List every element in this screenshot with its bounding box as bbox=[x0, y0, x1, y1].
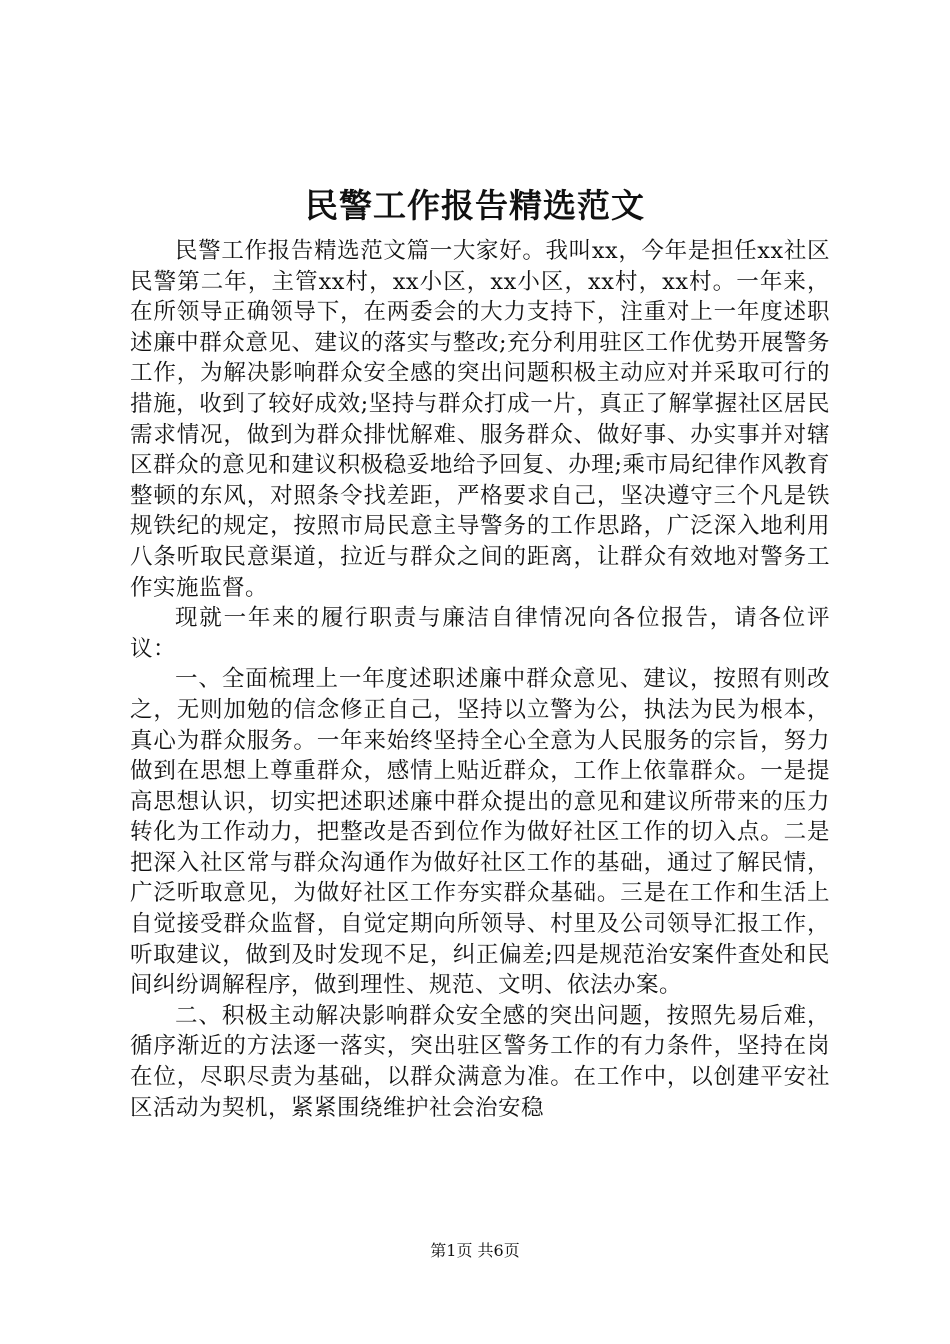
paragraph-1: 民警工作报告精选范文篇一大家好。我叫xx，今年是担任xx社区民警第二年，主管xx村，xx小区，xx小区，xx村，xx村。一年来，在所领导正确领导下，在两委会的大力支持下，注重对上一年度述职述廉中群众意见、建议的落实与整改;充分利用驻区工作优势开展警务工作，为解决影响群众安全感的突出问题积极主动应对并采取可行的措施，收到了较好成效;坚持与群众打成一片，真正了解掌握社区居民需求情况，做到为群众排忧解难、服务群众、做好事、办实事并对辖区群众的意见和建议积极稳妥地给予回复、办理;乘市局纪律作风教育整顿的东风，对照条令找差距，严格要求自己，坚决遵守三个凡是铁规铁纪的规定，按照市局民意主导警务的工作思路，广泛深入地利用八条听取民意渠道，拉近与群众之间的距离，让群众有效地对警务工作实施监督。 bbox=[130, 238, 830, 601]
page-number: 第1页 共6页 bbox=[430, 1241, 520, 1260]
document-title: 民警工作报告精选范文 bbox=[305, 186, 645, 225]
paragraph-3: 一、全面梳理上一年度述职述廉中群众意见、建议，按照有则改之，无则加勉的信念修正自己，坚持以立警为公，执法为民为根本，真心为群众服务。一年来始终坚持全心全意为人民服务的宗旨，努力做到在思想上尊重群众，感情上贴近群众，工作上依靠群众。一是提高思想认识，切实把述职述廉中群众提出的意见和建议所带来的压力转化为工作动力，把整改是否到位作为做好社区工作的切入点。二是把深入社区常与群众沟通作为做好社区工作的基础，通过了解民情，广泛听取意见，为做好社区工作夯实群众基础。三是在工作和生活上自觉接受群众监督，自觉定期向所领导、村里及公司领导汇报工作，听取建议，做到及时发现不足，纠正偏差;四是规范治安案件查处和民间纠纷调解程序，做到理性、规范、文明、依法办案。 bbox=[130, 666, 830, 999]
document-body bbox=[130, 236, 830, 1123]
paragraph-2: 现就一年来的履行职责与廉洁自律情况向各位报告，请各位评议： bbox=[130, 605, 830, 662]
paragraph-4: 二、积极主动解决影响群众安全感的突出问题，按照先易后难，循序渐近的方法逐一落实，突出驻区警务工作的有力条件，坚持在岗在位，尽职尽责为基础，以群众满意为准。在工作中，以创建平安社区活动为契机，紧紧围绕维护社会治安稳 bbox=[130, 1002, 830, 1121]
